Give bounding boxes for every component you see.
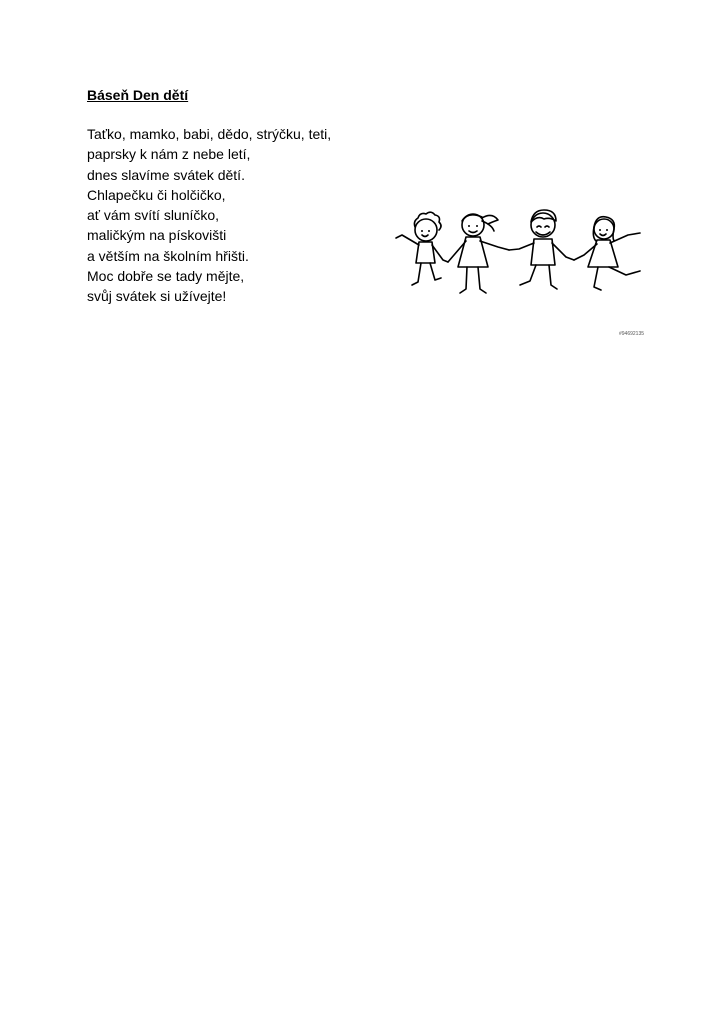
child-dress-girl-figure — [574, 217, 640, 290]
illustration-stock-id: #94692135 — [619, 331, 645, 337]
poem-line: paprsky k nám z nebe letí, — [87, 146, 251, 163]
child-curly-hair-figure — [396, 212, 448, 285]
child-short-hair-boy-figure — [509, 210, 574, 289]
poem-line: dnes slavíme svátek dětí. — [87, 166, 245, 183]
poem-line: ať vám svítí sluníčko, — [87, 207, 220, 224]
poem-line: svůj svátek si užívejte! — [87, 288, 227, 305]
children-holding-hands-illustration — [388, 205, 646, 297]
poem-line: Moc dobře se tady mějte, — [87, 268, 245, 285]
child-ponytail-girl-figure — [448, 214, 509, 293]
poem-line: Taťko, mamko, babi, dědo, strýčku, teti, — [87, 126, 332, 142]
poem-text — [87, 124, 331, 307]
poem-line: Chlapečku či holčičko, — [87, 186, 226, 203]
poem-line: maličkým na pískovišti — [87, 227, 227, 244]
poem-line: a větším na školním hřišti. — [87, 247, 249, 264]
poem-title: Báseň Den dětí — [87, 87, 189, 103]
